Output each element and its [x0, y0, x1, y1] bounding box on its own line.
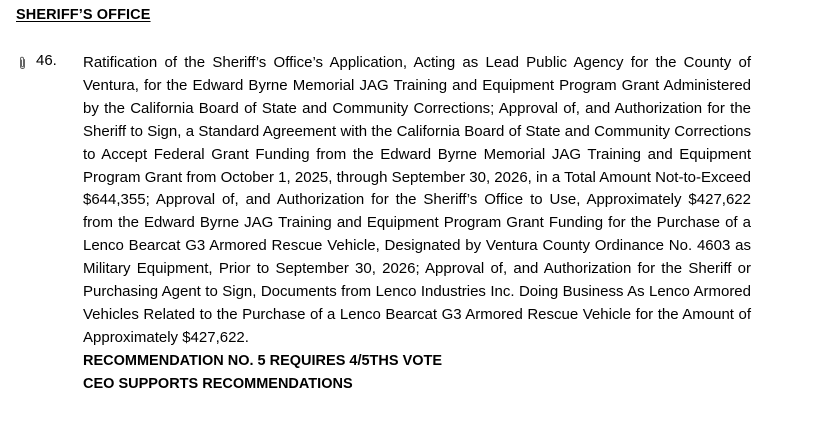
recommendation-ceo: CEO SUPPORTS RECOMMENDATIONS: [83, 375, 353, 392]
recommendation-vote: RECOMMENDATION NO. 5 REQUIRES 4/5THS VOTE: [83, 352, 443, 369]
item-number: 46.: [36, 52, 57, 69]
agenda-item-body: [83, 52, 751, 396]
paperclip-icon[interactable]: [18, 56, 28, 70]
section-heading: SHERIFF’S OFFICE: [16, 7, 151, 23]
agenda-item-text: Ratification of the Sheriff’s Office’s Application, Acting as Lead Public Agency for the County of Ventura, for the Edward Byrne Memorial JAG Training and Equipment Program Grant Administered by the California Board of State and Community Corrections; Approval of, and Authorization for the Sheriff to Sign, a Standard Agreement with the California Board of State and Community Corrections to Accept Federal Grant Funding from the Edward Byrne Memorial JAG Training and Equipment Program Grant from October 1, 2025, through September 30, 2026, in a Total Amount Not-to-Exceed $644,355; Approval of, and Authorization for the Sheriff’s Office to Use, Approximately $427,622 from the Edward Byrne JAG Training and Equipment Program Grant Funding for the Purchase of a Lenco Bearcat G3 Armored Rescue Vehicle, Designated by Ventura County Ordinance No. 4603 as Military Equipment, Prior to September 30, 2026; Approval of, and Authorization for the Sheriff or Purchasing Agent to Sign, Documents from Lenco Industries Inc. Doing Business As Lenco Armored Vehicles Related to the Purchase of a Lenco Bearcat G3 Armored Rescue Vehicle for the Amount of Approximately $427,622.: [83, 54, 751, 346]
